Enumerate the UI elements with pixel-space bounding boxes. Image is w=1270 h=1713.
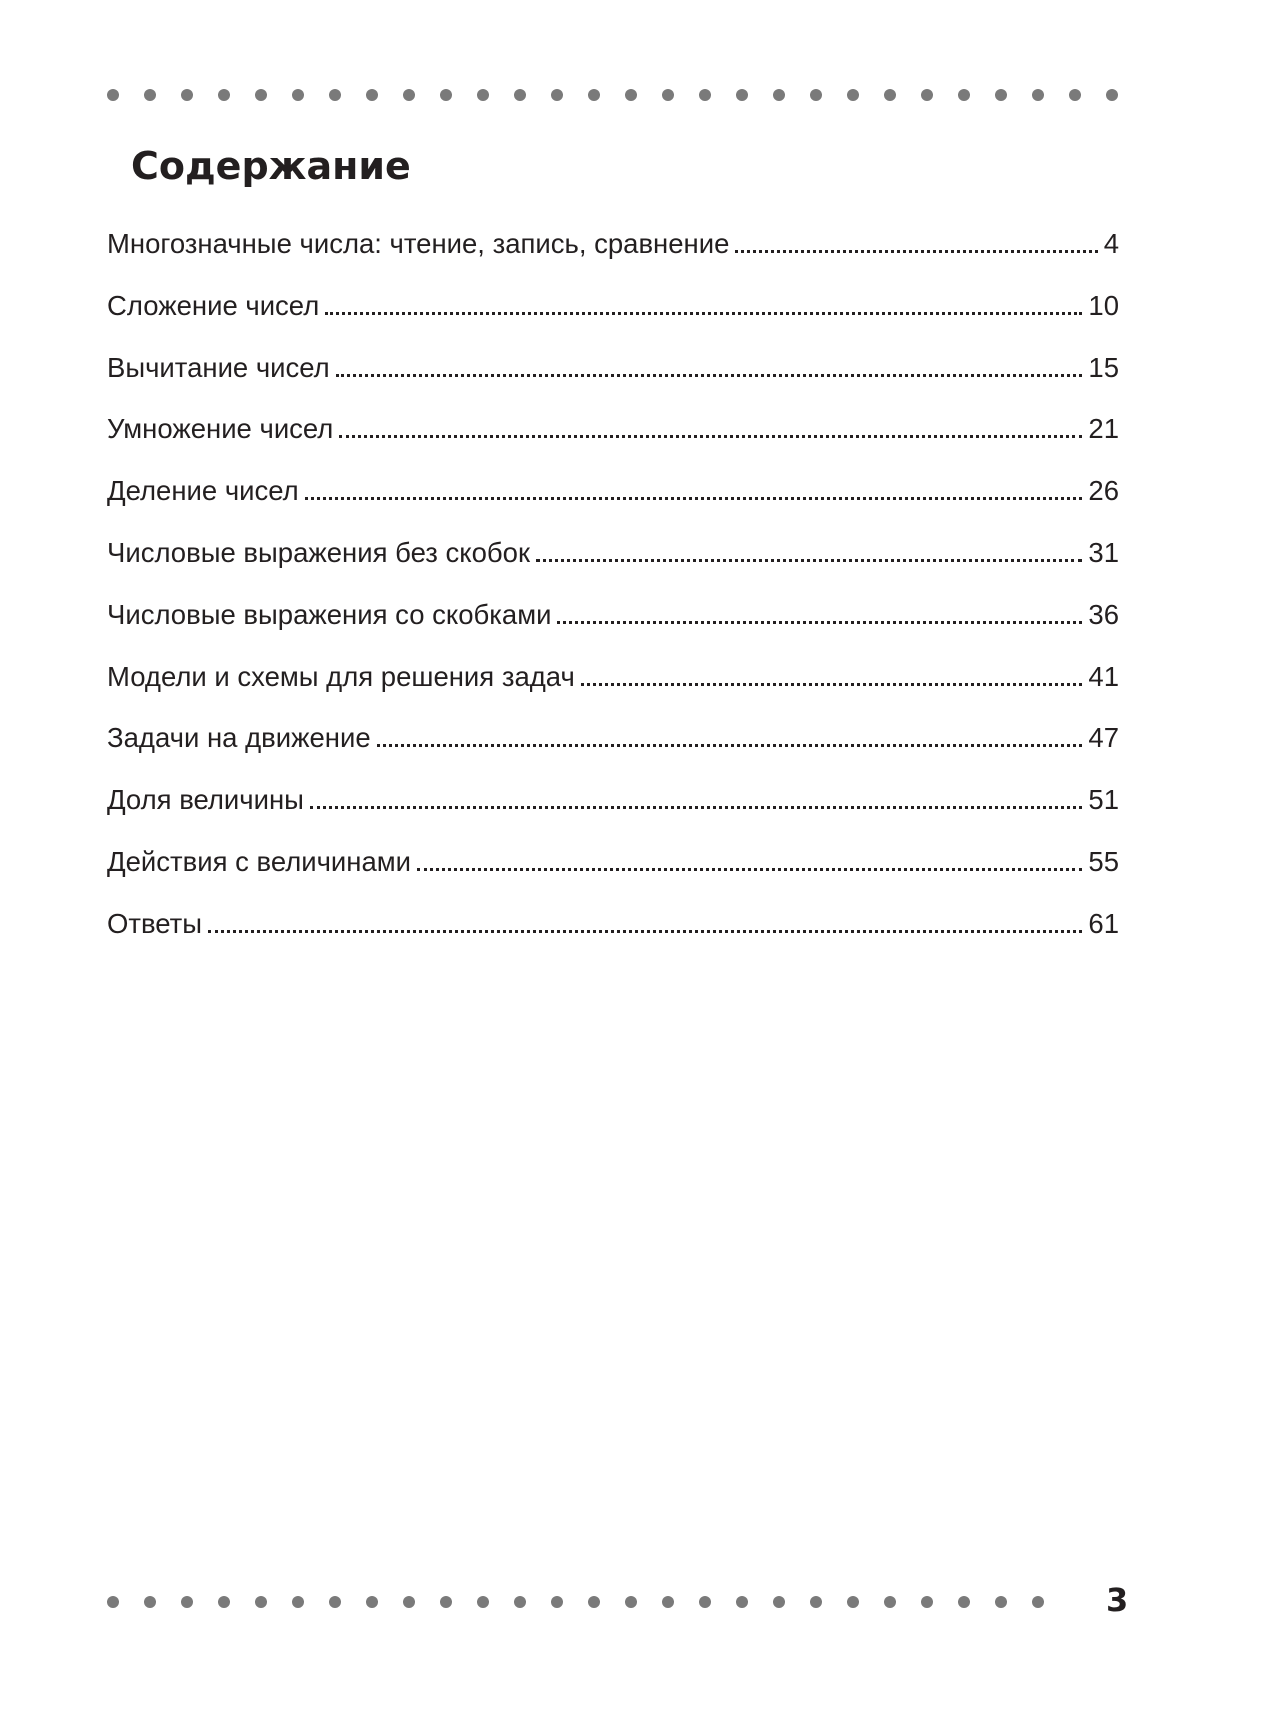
border-dot [995, 1596, 1007, 1608]
toc-entry[interactable] [107, 661, 1119, 723]
border-dot [1106, 89, 1118, 101]
toc-entry-page: 4 [1103, 228, 1119, 259]
border-dot [588, 1596, 600, 1608]
border-dot [255, 1596, 267, 1608]
border-dot [144, 89, 156, 101]
border-dot [218, 1596, 230, 1608]
dot-leader [557, 621, 1082, 624]
toc-entry-page: 15 [1088, 351, 1119, 383]
border-dot [588, 89, 600, 101]
dot-leader [336, 374, 1083, 377]
border-dot [181, 1596, 193, 1608]
toc-entry[interactable] [107, 908, 1119, 970]
toc-entry-page: 41 [1088, 660, 1119, 692]
toc-entry[interactable] [107, 475, 1119, 537]
border-dot [1032, 1596, 1044, 1608]
page-number: 3 [1106, 1581, 1129, 1619]
dot-leader [325, 312, 1082, 315]
dot-leader [735, 250, 1097, 253]
border-dot [292, 1596, 304, 1608]
border-dot [736, 1596, 748, 1608]
border-dot [514, 1596, 526, 1608]
border-dot [921, 1596, 933, 1608]
toc-entry-page: 61 [1088, 907, 1119, 939]
border-dot [625, 1596, 637, 1608]
border-dot [551, 1596, 563, 1608]
border-dot [625, 89, 637, 101]
border-dot [181, 89, 193, 101]
top-dotted-border [107, 89, 1118, 101]
toc-entry[interactable] [107, 413, 1119, 475]
border-dot [218, 89, 230, 101]
bottom-dotted-border [107, 1596, 1044, 1608]
border-dot [477, 89, 489, 101]
dot-leader [310, 806, 1082, 809]
dot-leader [339, 435, 1082, 438]
toc-entry[interactable] [107, 290, 1119, 352]
toc-entry-page: 51 [1088, 784, 1119, 816]
toc-entry-page: 47 [1088, 722, 1119, 754]
dot-leader [417, 868, 1082, 871]
border-dot [884, 89, 896, 101]
border-dot [255, 89, 267, 101]
toc-entry-label: Задачи на движение [107, 722, 371, 754]
border-dot [736, 89, 748, 101]
border-dot [329, 1596, 341, 1608]
border-dot [403, 1596, 415, 1608]
table-of-contents [107, 228, 1119, 970]
border-dot [958, 1596, 970, 1608]
border-dot [921, 89, 933, 101]
border-dot [107, 1596, 119, 1608]
border-dot [551, 89, 563, 101]
border-dot [292, 89, 304, 101]
border-dot [477, 1596, 489, 1608]
page-title: Содержание [131, 144, 411, 188]
dot-leader [208, 930, 1082, 933]
toc-entry-page: 36 [1088, 598, 1119, 630]
border-dot [403, 89, 415, 101]
border-dot [699, 1596, 711, 1608]
toc-entry-label: Числовые выражения со скобками [107, 598, 552, 630]
dot-leader [305, 497, 1083, 500]
border-dot [366, 89, 378, 101]
toc-entry-label: Деление чисел [107, 475, 299, 507]
border-dot [329, 89, 341, 101]
border-dot [699, 89, 711, 101]
border-dot [773, 1596, 785, 1608]
toc-entry-label: Умножение чисел [107, 413, 334, 445]
toc-entry-label: Числовые выражения без скобок [107, 536, 530, 568]
border-dot [662, 89, 674, 101]
toc-entry[interactable] [107, 599, 1119, 661]
border-dot [884, 1596, 896, 1608]
border-dot [107, 89, 119, 101]
border-dot [514, 89, 526, 101]
toc-entry[interactable] [107, 352, 1119, 414]
border-dot [995, 89, 1007, 101]
border-dot [847, 1596, 859, 1608]
toc-entry[interactable] [107, 228, 1119, 290]
dot-leader [377, 744, 1083, 747]
dot-leader [536, 559, 1082, 562]
toc-entry-page: 26 [1088, 475, 1119, 507]
border-dot [847, 89, 859, 101]
toc-entry[interactable] [107, 846, 1119, 908]
toc-entry-label: Вычитание чисел [107, 351, 330, 383]
border-dot [662, 1596, 674, 1608]
toc-entry-label: Сложение чисел [107, 289, 320, 321]
toc-entry-label: Действия с величинами [107, 845, 412, 877]
border-dot [773, 89, 785, 101]
toc-entry[interactable] [107, 722, 1119, 784]
border-dot [810, 89, 822, 101]
border-dot [366, 1596, 378, 1608]
border-dot [144, 1596, 156, 1608]
toc-entry-page: 31 [1088, 536, 1119, 568]
border-dot [958, 89, 970, 101]
toc-entry-page: 21 [1088, 413, 1119, 445]
toc-entry-label: Многозначные числа: чтение, запись, сравнение [107, 228, 730, 259]
toc-entry[interactable] [107, 784, 1119, 846]
toc-entry-label: Доля величины [107, 784, 304, 816]
dot-leader [581, 683, 1083, 686]
border-dot [440, 1596, 452, 1608]
toc-entry-label: Модели и схемы для решения задач [107, 660, 575, 692]
toc-entry[interactable] [107, 537, 1119, 599]
border-dot [1032, 89, 1044, 101]
border-dot [1069, 89, 1081, 101]
toc-entry-page: 55 [1088, 845, 1119, 877]
border-dot [810, 1596, 822, 1608]
toc-entry-page: 10 [1088, 289, 1119, 321]
toc-entry-label: Ответы [107, 907, 203, 939]
border-dot [440, 89, 452, 101]
